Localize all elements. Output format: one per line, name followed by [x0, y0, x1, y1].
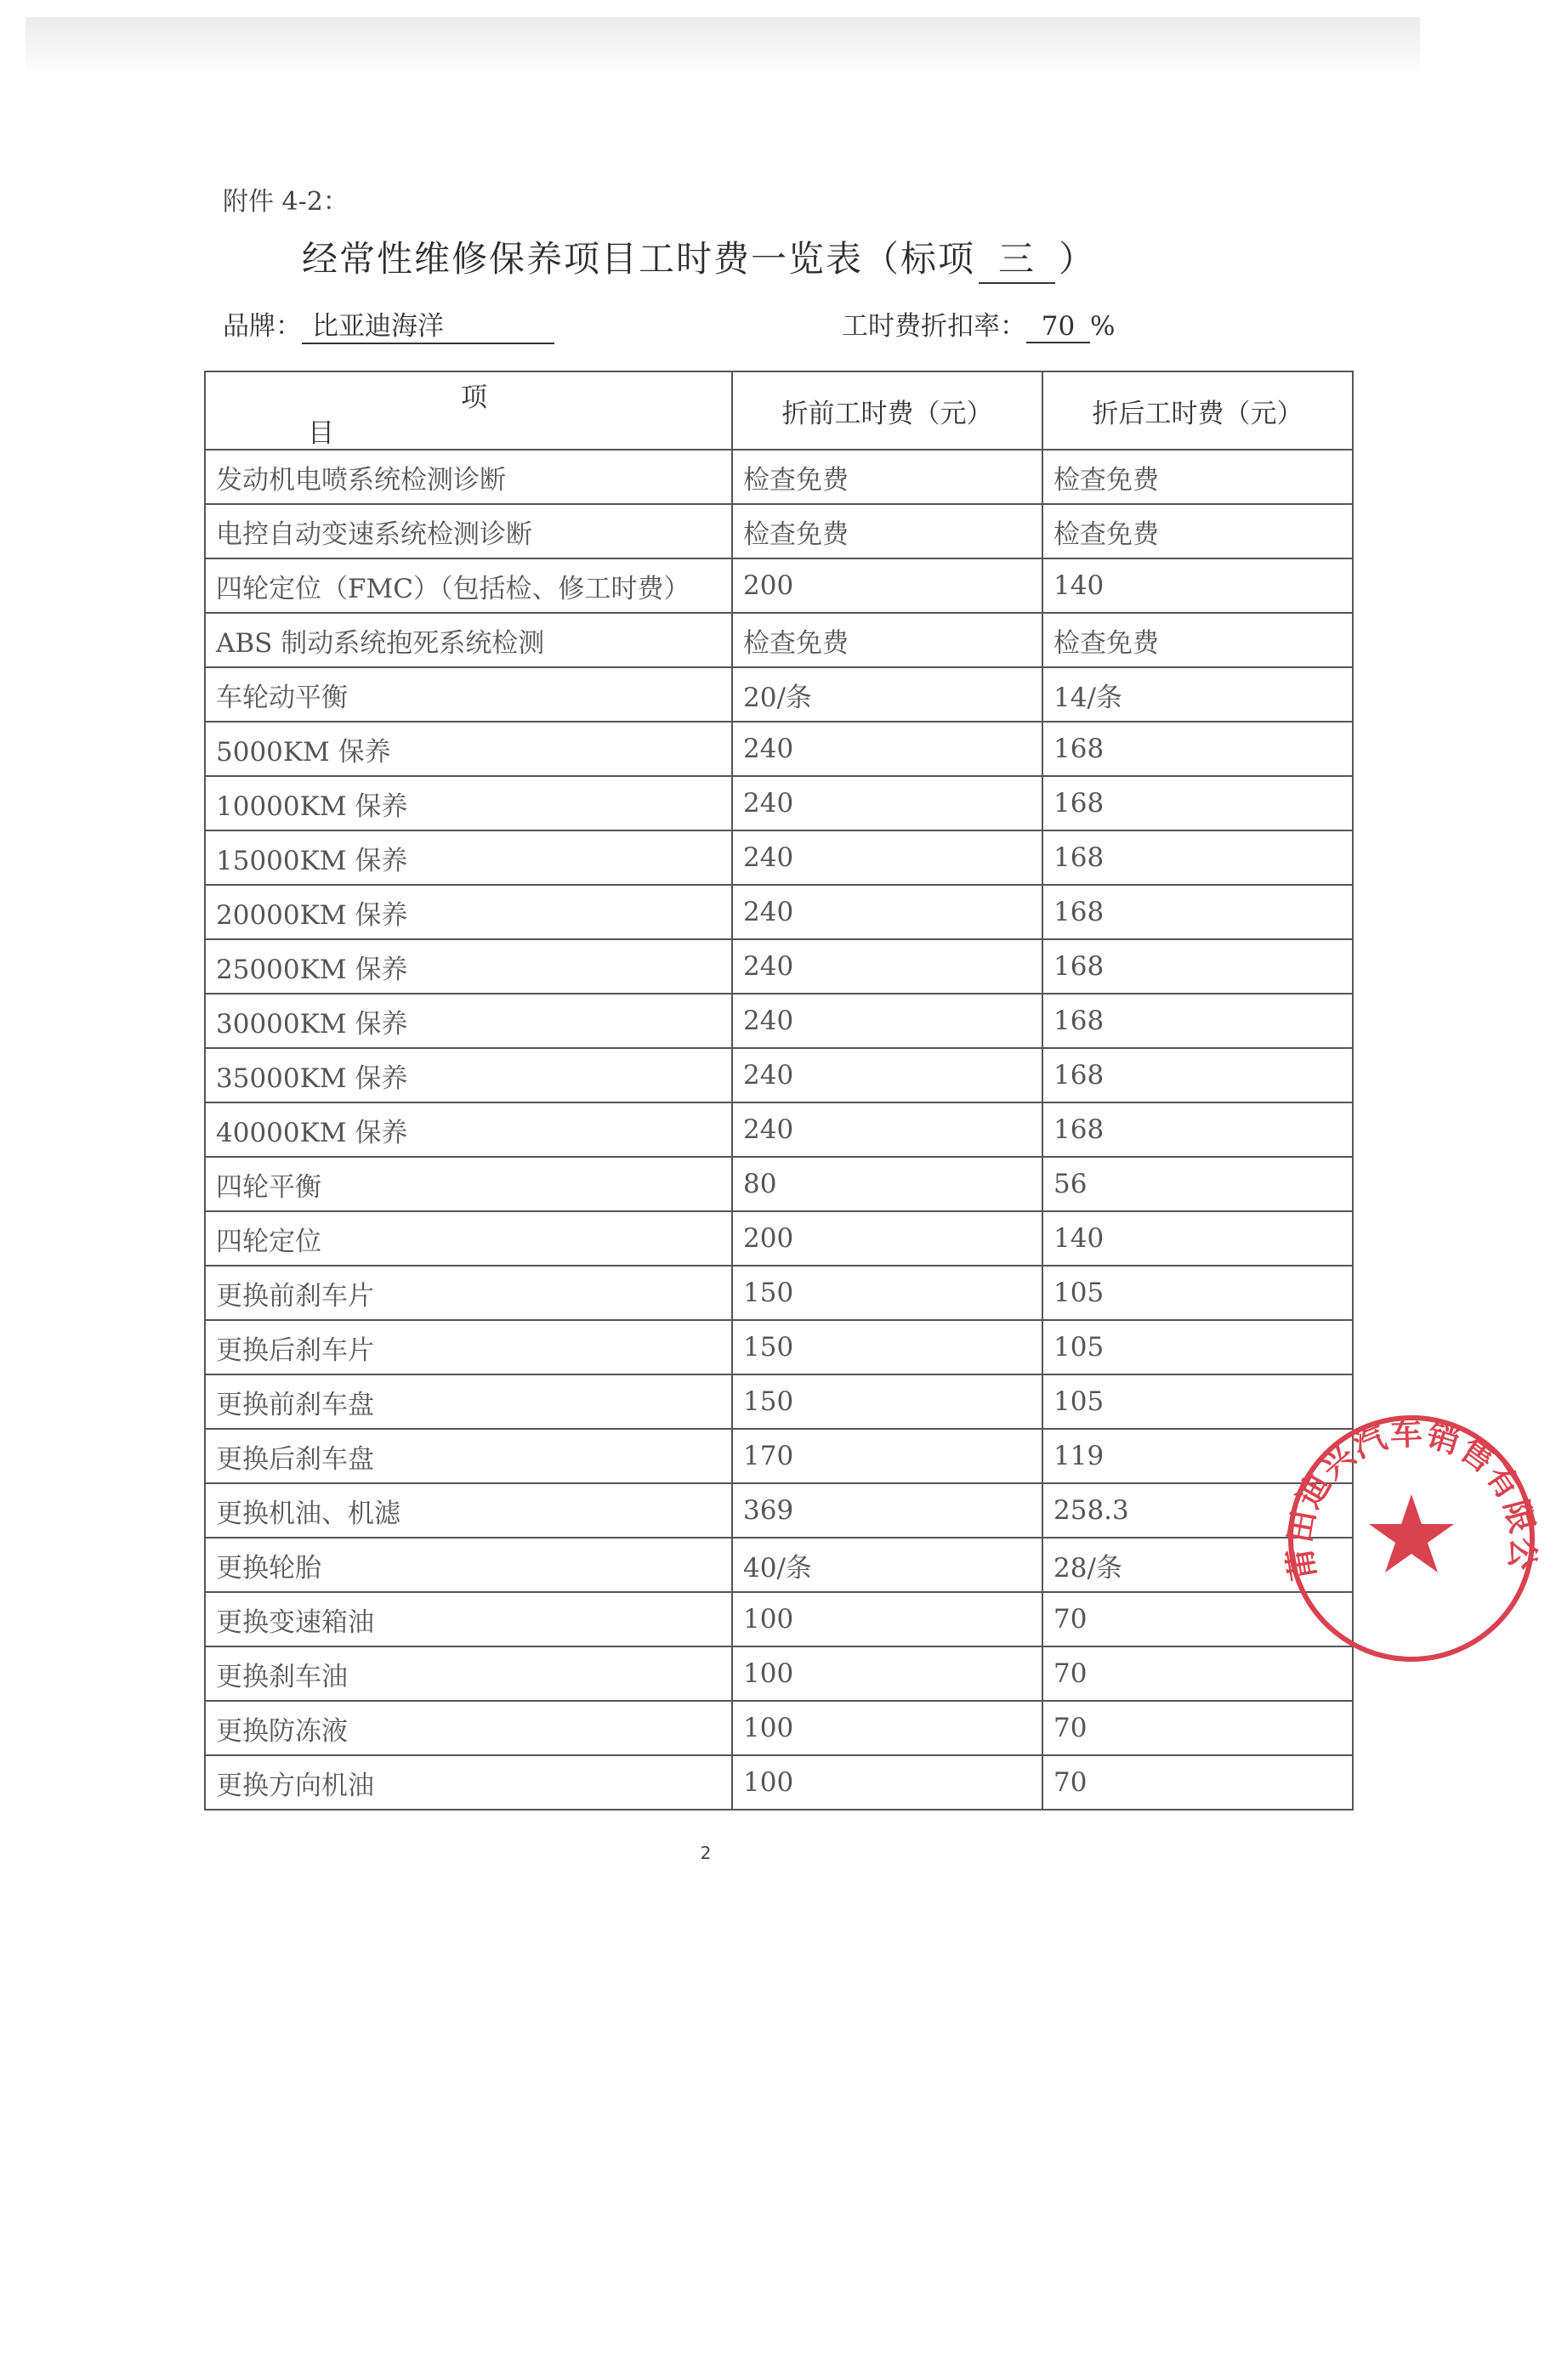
header-item-line1: 项: [461, 382, 487, 413]
row-after-cell: 168: [1042, 885, 1353, 939]
row-item-cell: 10000KM 保养: [205, 776, 732, 830]
row-after-cell: 168: [1042, 1102, 1353, 1157]
row-after-cell: 检查免费: [1042, 504, 1353, 558]
row-item-cell: 35000KM 保养: [205, 1048, 732, 1102]
row-item-cell: 15000KM 保养: [205, 830, 732, 885]
table-row: [205, 1102, 1353, 1157]
row-before-cell: 200: [732, 1211, 1042, 1266]
row-before-cell: 200: [732, 558, 1042, 613]
row-item-cell: 25000KM 保养: [205, 939, 732, 994]
row-before-cell: 150: [732, 1374, 1042, 1429]
row-after-cell: 28/条: [1042, 1538, 1353, 1592]
row-item-cell: 更换机油、机滤: [205, 1483, 732, 1538]
row-item-cell: 四轮定位: [205, 1211, 732, 1266]
row-after-cell: 168: [1042, 1048, 1353, 1102]
table-row: [205, 994, 1353, 1048]
row-after-cell: 258.3: [1042, 1483, 1353, 1538]
row-after-cell: 56: [1042, 1157, 1353, 1211]
row-after-cell: 105: [1042, 1320, 1353, 1374]
table-row: [205, 722, 1353, 776]
table-row: [205, 613, 1353, 667]
row-after-cell: 168: [1042, 939, 1353, 994]
row-item-cell: 更换轮胎: [205, 1538, 732, 1592]
table-body: [205, 450, 1353, 1810]
brand-label: 品牌：: [223, 311, 302, 342]
row-after-cell: 70: [1042, 1592, 1353, 1646]
row-item-cell: 四轮定位（FMC）（包括检、修工时费）: [205, 558, 732, 613]
title-prefix: 经常性维修保养项目工时费一览表（标项: [302, 238, 976, 280]
table-row: [205, 450, 1353, 504]
table-row: [205, 830, 1353, 885]
row-before-cell: 150: [732, 1320, 1042, 1374]
row-before-cell: 240: [732, 939, 1042, 994]
row-after-cell: 168: [1042, 722, 1353, 776]
table-header-row: [205, 371, 1353, 450]
row-after-cell: 检查免费: [1042, 613, 1353, 667]
row-item-cell: 更换后刹车盘: [205, 1429, 732, 1483]
row-before-cell: 20/条: [732, 667, 1042, 722]
table-row: [205, 558, 1353, 613]
table-row: [205, 1048, 1353, 1102]
table-row: [205, 885, 1353, 939]
table-row: [205, 1701, 1353, 1755]
page-number: 2: [700, 1843, 712, 1863]
row-before-cell: 240: [732, 722, 1042, 776]
row-before-cell: 100: [732, 1592, 1042, 1646]
row-before-cell: 100: [732, 1755, 1042, 1810]
row-before-cell: 检查免费: [732, 613, 1042, 667]
row-item-cell: 电控自动变速系统检测诊断: [205, 504, 732, 558]
row-before-cell: 100: [732, 1646, 1042, 1701]
title-suffix: ）: [1059, 238, 1097, 280]
header-item-line2: 目: [308, 418, 334, 449]
row-before-cell: 240: [732, 776, 1042, 830]
table-row: [205, 1755, 1353, 1810]
row-item-cell: 更换前刹车片: [205, 1266, 732, 1320]
row-after-cell: 14/条: [1042, 667, 1353, 722]
attachment-label: 附件 4-2：: [223, 187, 349, 217]
row-before-cell: 240: [732, 1102, 1042, 1157]
row-item-cell: 车轮动平衡: [205, 667, 732, 722]
row-item-cell: 40000KM 保养: [205, 1102, 732, 1157]
row-item-cell: 四轮平衡: [205, 1157, 732, 1211]
brand-row: [223, 304, 554, 344]
table-row: [205, 1592, 1353, 1646]
title-lot: 三: [979, 231, 1055, 284]
row-before-cell: 40/条: [732, 1538, 1042, 1592]
row-item-cell: 更换变速箱油: [205, 1592, 732, 1646]
row-before-cell: 170: [732, 1429, 1042, 1483]
row-after-cell: 119: [1042, 1429, 1353, 1483]
table-row: [205, 1320, 1353, 1374]
fee-table: [204, 371, 1354, 1810]
table-row: [205, 1374, 1353, 1429]
table-row: [205, 1429, 1353, 1483]
seal-text: 莆田迪兴汽车销售有限公: [1279, 1413, 1544, 1584]
row-item-cell: 更换方向机油: [205, 1755, 732, 1810]
row-after-cell: 168: [1042, 830, 1353, 885]
header-before-discount: 折前工时费（元）: [732, 371, 1042, 450]
discount-value: 70: [1026, 311, 1090, 343]
table-row: [205, 776, 1353, 830]
row-before-cell: 240: [732, 994, 1042, 1048]
table-row: [205, 1538, 1353, 1592]
row-item-cell: 30000KM 保养: [205, 994, 732, 1048]
table-row: [205, 1483, 1353, 1538]
row-before-cell: 240: [732, 830, 1042, 885]
row-item-cell: 更换防冻液: [205, 1701, 732, 1755]
row-item-cell: 5000KM 保养: [205, 722, 732, 776]
row-before-cell: 检查免费: [732, 504, 1042, 558]
table-row: [205, 667, 1353, 722]
row-before-cell: 80: [732, 1157, 1042, 1211]
table-row: [205, 504, 1353, 558]
row-after-cell: 105: [1042, 1374, 1353, 1429]
row-before-cell: 369: [732, 1483, 1042, 1538]
row-item-cell: 发动机电喷系统检测诊断: [205, 450, 732, 504]
row-after-cell: 168: [1042, 776, 1353, 830]
page-title: [302, 231, 1096, 284]
row-after-cell: 140: [1042, 558, 1353, 613]
table-row: [205, 1266, 1353, 1320]
seal-stamp: [1267, 1402, 1543, 1659]
discount-row: [842, 304, 1115, 343]
discount-label: 工时费折扣率：: [842, 311, 1026, 342]
row-before-cell: 检查免费: [732, 450, 1042, 504]
row-before-cell: 240: [732, 885, 1042, 939]
row-after-cell: 70: [1042, 1755, 1353, 1810]
row-after-cell: 105: [1042, 1266, 1353, 1320]
table-row: [205, 1211, 1353, 1266]
row-item-cell: 更换刹车油: [205, 1646, 732, 1701]
row-item-cell: 20000KM 保养: [205, 885, 732, 939]
seal-graphic: [1267, 1402, 1556, 1674]
row-item-cell: ABS 制动系统抱死系统检测: [205, 613, 732, 667]
header-after-discount: 折后工时费（元）: [1042, 371, 1353, 450]
brand-value: 比亚迪海洋: [302, 304, 554, 344]
table-row: [205, 1646, 1353, 1701]
company-seal: [1267, 1402, 1544, 1674]
row-item-cell: 更换后刹车片: [205, 1320, 732, 1374]
seal-star-icon: [1369, 1494, 1454, 1572]
row-after-cell: 168: [1042, 994, 1353, 1048]
row-before-cell: 240: [732, 1048, 1042, 1102]
row-before-cell: 100: [732, 1701, 1042, 1755]
row-before-cell: 150: [732, 1266, 1042, 1320]
row-item-cell: 更换前刹车盘: [205, 1374, 732, 1429]
discount-unit: %: [1090, 311, 1116, 342]
row-after-cell: 70: [1042, 1701, 1353, 1755]
row-after-cell: 检查免费: [1042, 450, 1353, 504]
row-after-cell: 70: [1042, 1646, 1353, 1701]
header-item: [205, 371, 732, 450]
table-row: [205, 939, 1353, 994]
table-row: [205, 1157, 1353, 1211]
scan-shadow: [26, 17, 1420, 76]
row-after-cell: 140: [1042, 1211, 1353, 1266]
